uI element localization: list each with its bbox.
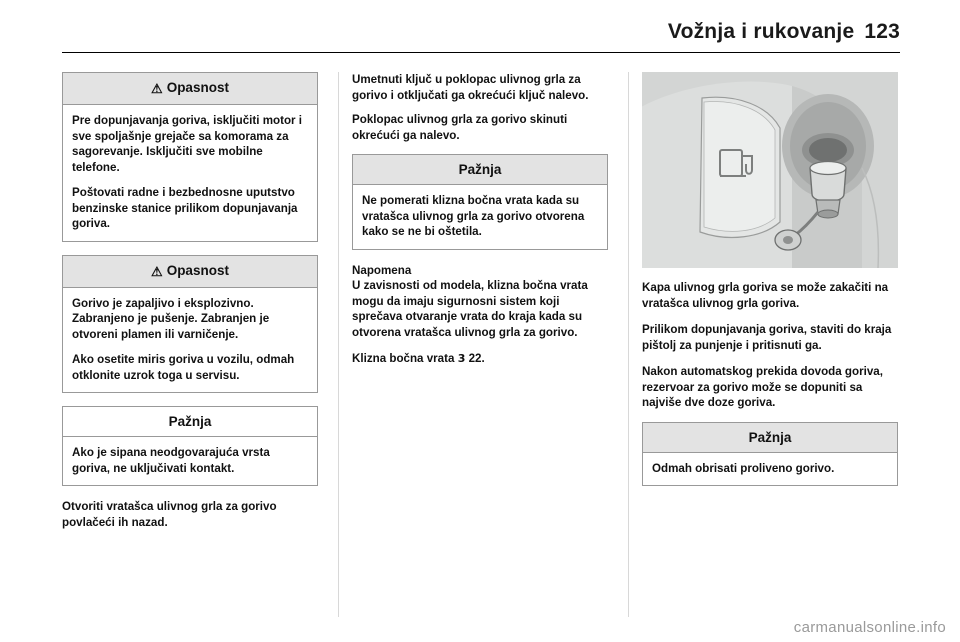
caution-box-2-title: Pažnja [458,162,502,177]
column-2-para-1: Umetnuti ključ u poklopac ulivnog grla za gorivo i otključati ga okrećući ključ nalevo. [352,73,589,102]
column-2 [352,72,608,378]
caution-box-1-para-1: Ako je sipana neodgovarajuća vrsta goriva, ne uključivati kontakt. [72,446,270,475]
column-2-para-2: Poklopac ulivnog grla za gorivo skinuti okrećući ga nalevo. [352,113,568,142]
danger-box-2-body [63,288,317,393]
page-number: 123 [864,20,900,43]
column-divider-1 [338,72,339,617]
column-3-para-3: Nakon automatskog prekida dovoda goriva, rezervoar za gorivo može se dopuniti sa najviše dve doze goriva. [642,365,883,409]
danger-box-2-para-2: Ako osetite miris goriva u vozilu, odmah otklonite uzrok toga u servisu. [72,353,295,382]
warning-triangle-icon: ⚠ [151,81,163,96]
column-1-closing-text: Otvoriti vratašca ulivnog grla za gorivo povlačeći ih nazad. [62,500,277,529]
caution-box-3 [642,422,898,487]
danger-box-2-title: Opasnost [166,262,229,278]
caution-box-3-header [643,423,897,453]
caution-box-2-para-1: Ne pomerati klizna bočna vrata kada su vratašca ulivnog grla za gorivo otvorena kako se ne bi oštetila. [362,194,585,238]
reference-arrow-icon: 3 [457,352,466,365]
page-title-text: Vožnja i rukovanje [667,20,855,43]
caution-box-3-title: Pažnja [748,429,792,445]
cross-reference-label: Klizna bočna vrata [352,352,455,365]
caution-box-1-header [63,407,317,437]
danger-box-1-header [63,73,317,105]
page-title [668,20,900,44]
caution-box-3-body [643,453,897,486]
danger-box-1-title: Opasnost [166,80,229,95]
danger-box-1-para-1: Pre dopunjavanja goriva, isključiti motor i sve spoljašnje grejače sa komorama za sagorevanje. Isključiti sve mobilne telefone. [72,114,302,174]
caution-box-1-body [63,437,317,485]
header-divider [62,52,900,53]
warning-triangle-icon: ⚠ [151,263,163,279]
caution-box-2-body [353,185,607,249]
caution-box-1-title: Pažnja [168,414,212,429]
column-divider-2 [628,72,629,617]
cross-reference [352,351,608,367]
caution-box-2 [352,154,608,250]
caution-box-3-para-1: Odmah obrisati proliveno gorivo. [652,461,835,475]
danger-box-1-para-2: Poštovati radne i bezbednosne uputstvo benzinske stanice prilikom dopunjavanja goriva. [72,186,298,230]
page-header [62,20,900,54]
caution-box-1 [62,406,318,486]
note-body: U zavisnosti od modela, klizna bočna vrata mogu da imaju sigurnosni sistem koji sprečava otvaranje vrata do kraja kada su otvorena vratašca ulivnog grla za gorivo. [352,279,588,339]
fuel-filler-illustration [642,72,898,268]
danger-box-1 [62,72,318,242]
fuel-filler-illustration-svg [642,72,898,268]
caution-box-2-header [353,155,607,185]
column-3 [642,72,898,499]
cross-reference-page: 22. [468,352,485,365]
column-3-para-1: Kapa ulivnog grla goriva se može zakačiti na vratašca ulivnog grla goriva. [642,281,889,310]
danger-box-2-para-1: Gorivo je zapaljivo i eksplozivno. Zabranjeno je pušenje. Zabranjen je otvoreni plamen ili varničenje. [72,296,270,341]
danger-box-2 [62,255,318,394]
watermark: carmanualsonline.info [793,619,946,636]
column-1 [62,72,318,541]
note-title: Napomena [352,263,412,277]
danger-box-2-header [63,256,317,288]
column-3-para-2: Prilikom dopunjavanja goriva, staviti do kraja pištolj za punjenje i pritisnuti ga. [642,323,892,352]
danger-box-1-body [63,105,317,241]
